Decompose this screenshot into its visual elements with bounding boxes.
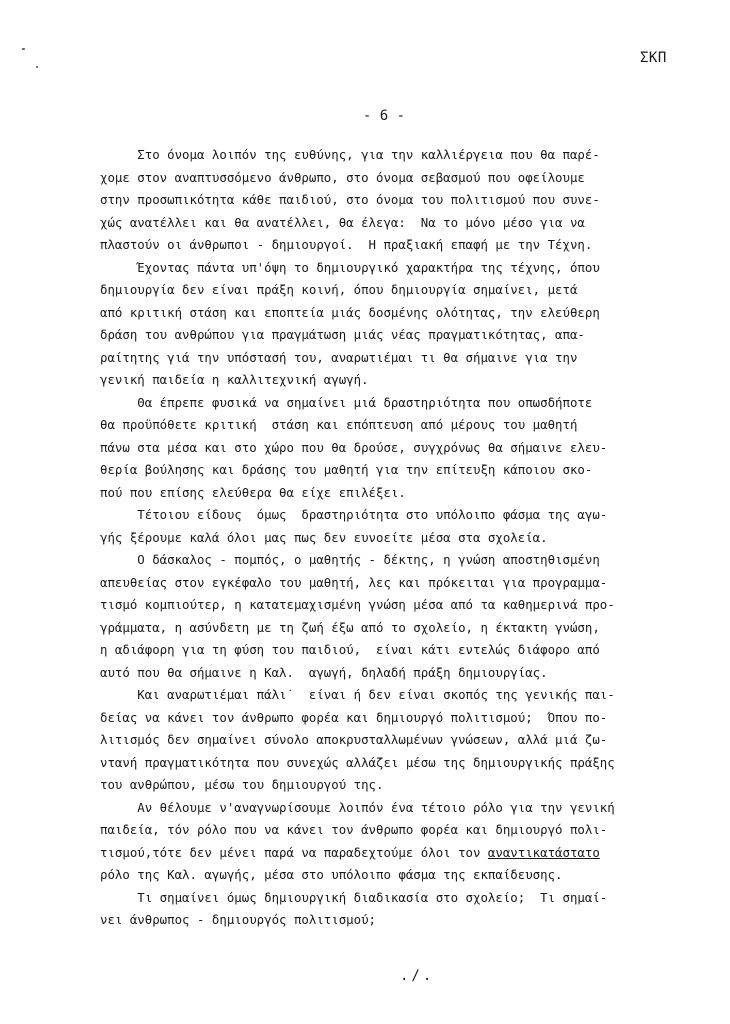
- text-line: Τι σημαίνει όμως δημιουργική διαδικασία στο σχολείο; Τι σημαί-: [100, 889, 608, 905]
- text-line: νει άνθρωπος - δημιουργός πολιτισμού;: [100, 912, 377, 927]
- text-line: γενική παιδεία η καλλιτεχνική αγωγή.: [100, 372, 369, 387]
- text-line: από κριτική στάση και εποπτεία μιάς δοσμένης ολότητας, την ελεύθερη: [100, 304, 600, 320]
- text-line: δημιουργία δεν είναι πράξη κοινή, όπου δημιουργία σημαίνει, μετά: [100, 282, 578, 297]
- underlined-word: αναντικατάστατο: [487, 844, 600, 860]
- text-line: πού που επίσης ελεύθερα θα είχε επιλέξει.: [100, 484, 406, 500]
- text-line: ραίτητης γιά την υπόστασή του, αναρωτιέμαι τι θα σήμαινε για την: [100, 349, 578, 365]
- text-line: η αδιάφορη για τη φύση του παιδιού, είναι κάτι εντελώς διάφορο από: [100, 642, 600, 657]
- text-line: στην προσωπικότητα κάθε παιδιού, στο όνομα του πολιτισμού που συνε-: [100, 192, 600, 207]
- text-line: ντανή πραγματικότητα που συνεχώς αλλάζει μέσω της δημιουργικής πράξης: [100, 754, 615, 770]
- text-line: Έχοντας πάντα υπ'όψη το δημιουργικό χαρακτήρα της τέχνης, όπου: [100, 259, 600, 275]
- text-line: γής ξέρουμε καλά όλοι μας πως δεν ευνοείτε μέσα στα σχολεία.: [100, 529, 548, 545]
- body-text: [100, 144, 700, 932]
- text-line: παιδεία, τόν ρόλο που να κάνει τον άνθρωπο φορέα και δημιουργό πολι-: [100, 822, 608, 837]
- text-fragment: τισμού,τότε δεν μένει παρά να παραδεχτούμε όλοι τον: [100, 844, 488, 860]
- page-number: - 6 -: [362, 108, 406, 124]
- text-line: λιτισμός δεν σημαίνει σύνολο αποκρυσταλλωμένων γνώσεων, αλλά μιά ζω-: [100, 732, 608, 747]
- text-line: θα προϋπόθετε κριτική στάση και επόπτευση από μέρους του μαθητή: [100, 417, 578, 432]
- document-code: ΣΚΠ: [640, 50, 667, 66]
- continuation-mark: ./.: [400, 968, 435, 984]
- text-line: Αν θέλουμε ν'αναγνωρίσουμε λοιπόν ένα τέτοιο ρόλο για την γενική: [100, 799, 615, 815]
- text-line: θερία βούλησης και δράσης του μαθητή για την επίτευξη κάποιου σκο-: [100, 462, 593, 477]
- text-line: χομε στον αναπτυσσόμενο άνθρωπο, στο όνομα σεβασμού που οφείλουμε: [100, 169, 585, 185]
- text-line: Και αναρωτιέμαι πάλι˙ είναι ή δεν είναι σκοπός της γενικής παι-: [100, 687, 615, 702]
- text-line: χώς ανατέλλει και θα ανατέλλει, θα έλεγα: Να το μόνο μέσο για να: [100, 214, 585, 230]
- text-line: πάνω στα μέσα και στο χώρο που θα δρούσε, συγχρόνως θα σήμαινε ελευ-: [100, 439, 608, 455]
- text-line: Τέτοιου είδους όμως δραστηριότητα στο υπόλοιπο φάσμα της αγω-: [100, 507, 608, 522]
- text-line: ρόλο της Καλ. αγωγής, μέσα στο υπόλοιπο φάσμα της εκπαίδευσης.: [100, 867, 563, 882]
- text-line: Ο δάσκαλος - πομπός, ο μαθητής - δέκτης, η γνώση αποστηθισμένη: [100, 552, 600, 567]
- scan-speck: [36, 66, 38, 68]
- text-line: δείας να κάνει τον άνθρωπο φορέα και δημιουργό πολιτισμού; Όπου πο-: [100, 709, 608, 725]
- text-line: γράμματα, η ασύνδετη με τη ζωή έξω από το σχολείο, η έκτακτη γνώση,: [100, 619, 600, 635]
- text-line: δράση του ανθρώπου για πραγμάτωση μιάς νέας πραγματικότητας, απα-: [100, 327, 585, 342]
- text-line: του ανθρώπου, μέσω του δημιουργού της.: [100, 777, 384, 792]
- text-line: τισμό κομπιούτερ, η κατατεμαχισμένη γνώση μέσα από τα καθημερινά προ-: [100, 597, 615, 612]
- text-line: απευθείας στον εγκέφαλο του μαθητή, λες και πρόκειται για προγραμμα-: [100, 574, 608, 590]
- text-line: αυτό που θα σήμαινε η Καλ. αγωγή, δηλαδή πράξη δημιουργίας.: [100, 664, 548, 680]
- text-line: πλαστούν οι άνθρωποι - δημιουργοί. Η πραξιακή επαφή με την Τέχνη.: [100, 237, 593, 252]
- text-line: Στο όνομα λοιπόν της ευθύνης, για την καλλιέργεια που θα παρέ-: [100, 147, 600, 162]
- scan-speck: [22, 48, 25, 50]
- text-line-with-underline: [100, 842, 700, 865]
- text-line: Θα έπρεπε φυσικά να σημαίνει μιά δραστηριότητα που οπωσδήποτε: [100, 394, 593, 410]
